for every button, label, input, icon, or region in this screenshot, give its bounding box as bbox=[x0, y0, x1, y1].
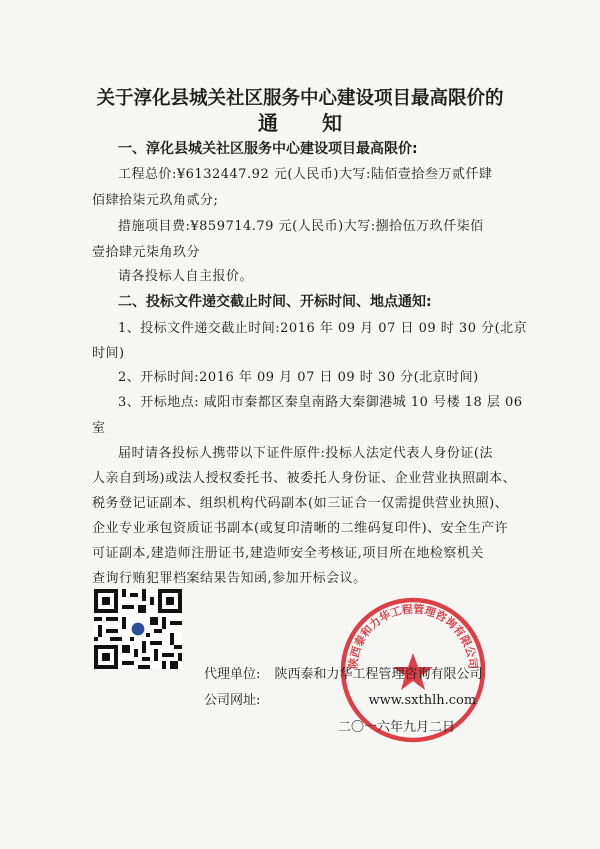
self-quote-note: 请各投标人自主报价。 bbox=[118, 269, 254, 284]
notice-line-2: 人亲自到场)或法人授权委托书、被委托人身份证、企业营业执照副本、 bbox=[92, 471, 517, 486]
document-title: 关于淳化县城关社区服务中心建设项目最高限价的 bbox=[96, 88, 504, 109]
section-1-heading: 一、淳化县城关社区服务中心建设项目最高限价: bbox=[118, 141, 418, 157]
total-price-line: 工程总价:¥6132447.92 元(人民币)大写:陆佰壹拾叁万贰仟肆 bbox=[118, 167, 493, 182]
agency-label: 代理单位: bbox=[204, 667, 261, 682]
deadline-continued: 时间) bbox=[92, 346, 125, 361]
qr-code-icon bbox=[94, 589, 182, 669]
opening-place-line: 3、开标地点: 咸阳市秦都区秦皇南路大秦御港城 10 号楼 18 层 06 bbox=[118, 395, 523, 410]
section-2-heading: 二、投标文件递交截止时间、开标时间、地点通知: bbox=[118, 294, 432, 310]
notice-line-6: 查询行贿犯罪档案结果告知函,参加开标会议。 bbox=[92, 571, 367, 586]
opening-time-line: 2、开标时间:2016 年 09 月 07 日 09 时 30 分(北京时间) bbox=[118, 370, 479, 385]
measures-fee-line: 措施项目费:¥859714.79 元(人民币)大写:捌拾伍万玖仟柒佰 bbox=[118, 219, 484, 234]
document-date: 二〇一六年九月二日 bbox=[338, 720, 456, 735]
opening-place-continued: 室 bbox=[92, 421, 106, 436]
notice-line-1: 届时请各投标人携带以下证件原件:投标人法定代表人身份证(法 bbox=[118, 446, 493, 461]
seal-text: 陕西泰和力华工程管理咨询有限公司 bbox=[346, 602, 480, 670]
document-subtitle: 通知 bbox=[258, 111, 386, 135]
agency-value: 陕西泰和力华工程管理咨询有限公司 bbox=[274, 667, 483, 682]
measures-fee-continued: 壹拾肆元柒角玖分 bbox=[92, 245, 201, 260]
agency-row bbox=[204, 663, 483, 682]
notice-line-5: 可证副本,建造师注册证书,建造师安全考核证,项目所在地检察机关 bbox=[92, 546, 484, 561]
website-row bbox=[204, 689, 476, 708]
website-label: 公司网址: bbox=[204, 693, 261, 708]
notice-line-4: 企业专业承包资质证书副本(或复印清晰的二维码复印件)、安全生产许 bbox=[92, 521, 509, 536]
deadline-line: 1、投标文件递交截止时间:2016 年 09 月 07 日 09 时 30 分(北京 bbox=[118, 321, 528, 336]
total-price-continued: 佰肆拾柒元玖角贰分; bbox=[92, 193, 219, 208]
website-value: www.sxthlh.com bbox=[368, 693, 477, 708]
notice-line-3: 税务登记证副本、组织机构代码副本(如三证合一仅需提供营业执照)、 bbox=[92, 496, 509, 511]
